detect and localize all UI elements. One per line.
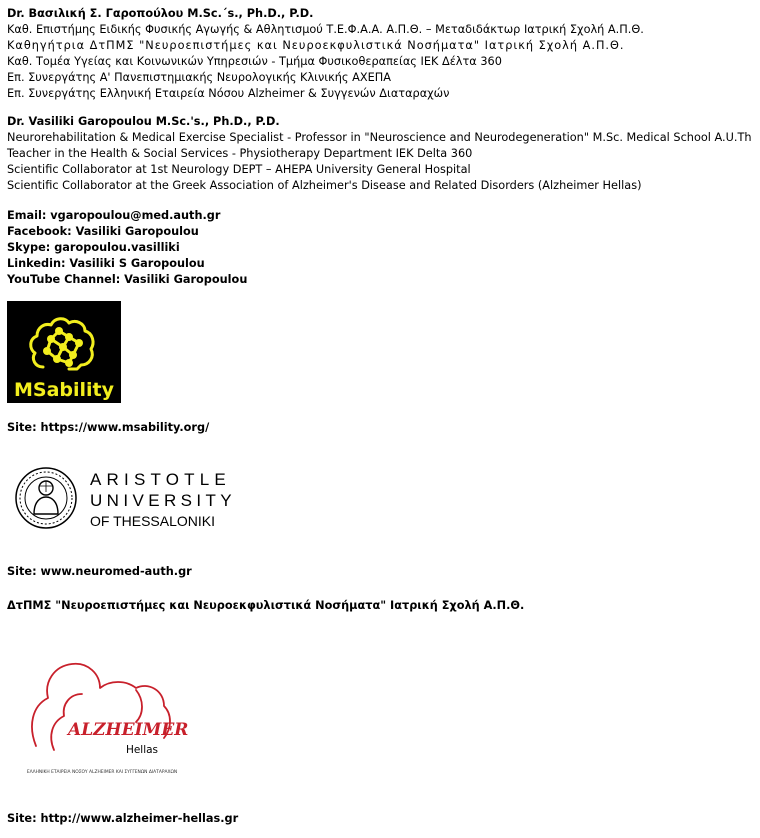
auth-logo[interactable] <box>12 466 242 530</box>
contact-skype[interactable]: Skype: garopoulou.vasilliki <box>7 241 180 254</box>
contact-linkedin[interactable]: Linkedin: Vasiliki S Garopoulou <box>7 257 205 270</box>
alzheimer-logo-sub: Hellas <box>125 744 159 756</box>
english-line-3: Scientific Collaborator at 1st Neurology DEPT – AHEPA University General Hospital <box>7 163 471 176</box>
greek-name: Dr. Βασιλική Σ. Γαροπούλου M.Sc.´s., Ph.D., P.D. <box>7 7 314 20</box>
contact-facebook[interactable]: Facebook: Vasiliki Garopoulou <box>7 225 199 238</box>
english-signature <box>7 114 752 194</box>
english-line-2: Teacher in the Health & Social Services - Physiotherapy Department IEK Delta 360 <box>7 147 473 160</box>
contact-email[interactable]: Email: vgaropoulou@med.auth.gr <box>7 209 221 222</box>
greek-signature <box>7 6 644 102</box>
alzheimer-logo-caption: ΕΛΛΗΝΙΚΗ ΕΤΑΙΡΕΙΑ ΝΟΣΟΥ ALZHEIMER ΚΑΙ ΣΥΓΓΕΝΩΝ ΔΙΑΤΑΡΑΧΩΝ <box>26 770 178 775</box>
greek-line-2: Καθηγήτρια ΔτΠΜΣ "Νευροεπιστήμες και Νευροεκφυλιστικά Νοσήματα" Ιατρική Σχολή Α.Π.Θ. <box>7 39 625 52</box>
alzheimer-hellas-logo[interactable] <box>14 652 190 776</box>
alzheimer-heads-icon <box>14 652 190 776</box>
english-name: Dr. Vasiliki Garopoulou M.Sc.'s., Ph.D., P.D. <box>7 115 280 128</box>
msability-site[interactable]: Site: https://www.msability.org/ <box>7 421 210 434</box>
greek-line-4: Επ. Συνεργάτης Α' Πανεπιστημιακής Νευρολογικής Κλινικής ΑΧΕΠΑ <box>7 71 391 84</box>
alzheimer-logo-word: ALZHEIMER <box>68 720 189 740</box>
auth-seal-icon <box>12 466 242 530</box>
greek-line-1: Καθ. Επιστήμης Ειδικής Φυσικής Αγωγής & Αθλητισμού Τ.Ε.Φ.Α.Α. Α.Π.Θ. – Μεταδιδάκτωρ Ιατρική Σχολή Α.Π.Θ. <box>7 23 644 36</box>
auth-logo-line3: OF THESSALONIKI <box>90 513 215 529</box>
alzheimer-site[interactable]: Site: http://www.alzheimer-hellas.gr <box>7 812 239 825</box>
brain-network-icon <box>7 301 121 403</box>
greek-line-5: Επ. Συνεργάτης Ελληνική Εταιρεία Νόσου Alzheimer & Συγγενών Διαταραχών <box>7 87 450 100</box>
english-line-1: Neurorehabilitation & Medical Exercise Specialist - Professor in "Neuroscience and Neurodegeneration" M.Sc. Medical School A.U.Th <box>7 131 752 144</box>
english-line-4: Scientific Collaborator at the Greek Association of Alzheimer's Disease and Related Disorders (Alzheimer Hellas) <box>7 179 642 192</box>
auth-logo-line1: ARISTOTLE <box>90 470 231 489</box>
msability-logo-text: MSability <box>13 379 115 401</box>
auth-logo-line2: UNIVERSITY <box>90 491 237 510</box>
contact-youtube[interactable]: YouTube Channel: Vasiliki Garopoulou <box>7 273 248 286</box>
greek-line-3: Καθ. Τομέα Υγείας και Κοινωνικών Υπηρεσιών - Τμήμα Φυσικοθεραπείας ΙΕΚ Δέλτα 360 <box>7 55 502 68</box>
program-title: ΔτΠΜΣ "Νευροεπιστήμες και Νευροεκφυλιστικά Νοσήματα" Ιατρική Σχολή Α.Π.Θ. <box>7 599 525 612</box>
contacts <box>7 208 247 288</box>
msability-logo[interactable] <box>7 301 121 403</box>
auth-site[interactable]: Site: www.neuromed-auth.gr <box>7 565 192 578</box>
